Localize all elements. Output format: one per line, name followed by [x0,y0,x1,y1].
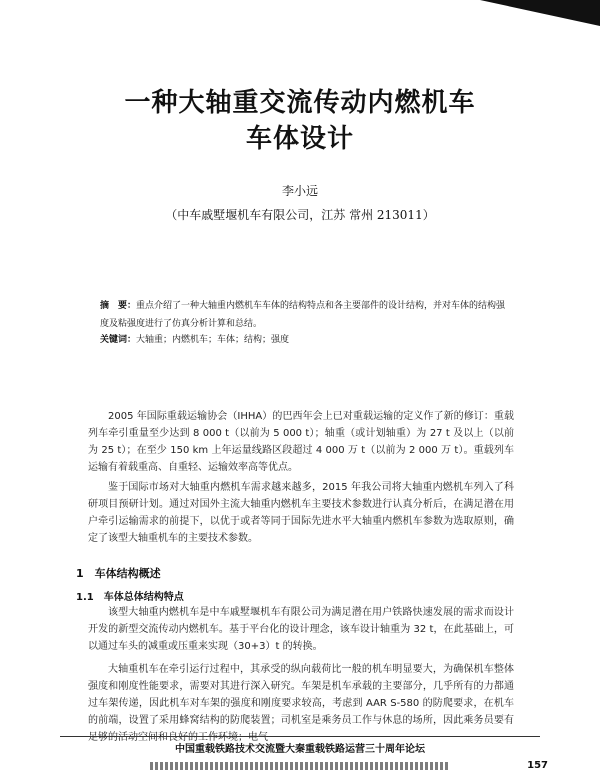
section-heading-1: 1 车体结构概述 [76,567,161,580]
page-corner-shadow [480,0,600,26]
abstract [100,297,512,333]
abstract-label: 摘 要： [100,301,137,311]
subsection-heading-1-1: 1.1 车体总体结构特点 [76,592,184,603]
paper-title-line1: 一种大轴重交流传动内燃机车 [124,88,476,118]
body-paragraph-1: 2005 年国际重载运输协会（IHHA）的巴西年会上已对重载运输的定义作了新的修订：重载列车牵引重量至少达到 8 000 t（以前为 5 000 t）；轴重（或计划轴重）为 27 t 及以上（以前为 25 t）；在至少 150 km 上年运量线路区段超过 4 000 万 t（以前为 2 000 万 t）。重载列车运输有着载重高、自重轻、运输效率高等优点。 [88,411,514,473]
author-name: 李小远 [281,184,318,198]
page-number: 157 [527,760,548,771]
footer-subtitle-blur [150,762,450,770]
body-paragraph-2: 鉴于国际市场对大轴重内燃机车需求越来越多，2015 年我公司将大轴重内燃机车列入了科研项目预研计划。通过对国外主流大轴重内燃机车主要技术参数进行认真分析后，在满足潜在用户牵引运输需求的前提下，以优于或者等同于国际先进水平大轴重内燃机车参数为选取原则，确定了该型大轴重机车的主要技术参数。 [88,482,514,544]
abstract-text: 重点介绍了一种大轴重内燃机车车体的结构特点和各主要部件的设计结构，并对车体的结构强度及粘强度进行了仿真分析计算和总结。 [100,301,506,329]
footer-conference-title: 中国重载铁路技术交流暨大秦重载铁路运营三十周年论坛 [175,744,425,755]
keywords [100,333,512,347]
body-paragraph-4: 大轴重机车在牵引运行过程中，其承受的纵向载荷比一般的机车明显要大，为确保机车整体强度和刚度性能要求，需要对其进行深入研究。车架是机车承载的主要部分，几乎所有的力都通过车架传递，因此机车对车架的强度和刚度要求较高，考虑到 AAR S-580 的防爬要求，在机车的前端，设置了采用蜂窝结构的防爬装置；司机室是乘务员工作与休息的场所，因此乘务员要有足够的活动空间和良好的工作环境；电气 [88,664,514,743]
author-affiliation: （中车戚墅堰机车有限公司，江苏 常州 213011） [165,208,435,222]
paper-title-line2: 车体设计 [245,124,354,154]
footer-divider [60,736,540,737]
keywords-label: 关键词： [100,335,137,345]
keywords-text: 大轴重；内燃机车；车体；结构；强度 [136,335,290,345]
body-paragraph-3: 该型大轴重内燃机车是中车戚墅堰机车有限公司为满足潜在用户铁路快速发展的需求而设计开发的新型交流传动内燃机车。基于平台化的设计理念，该车设计轴重为 32 t，在此基础上，可以通过车头的减重或压重来实现（30+3）t 的转换。 [88,607,514,652]
